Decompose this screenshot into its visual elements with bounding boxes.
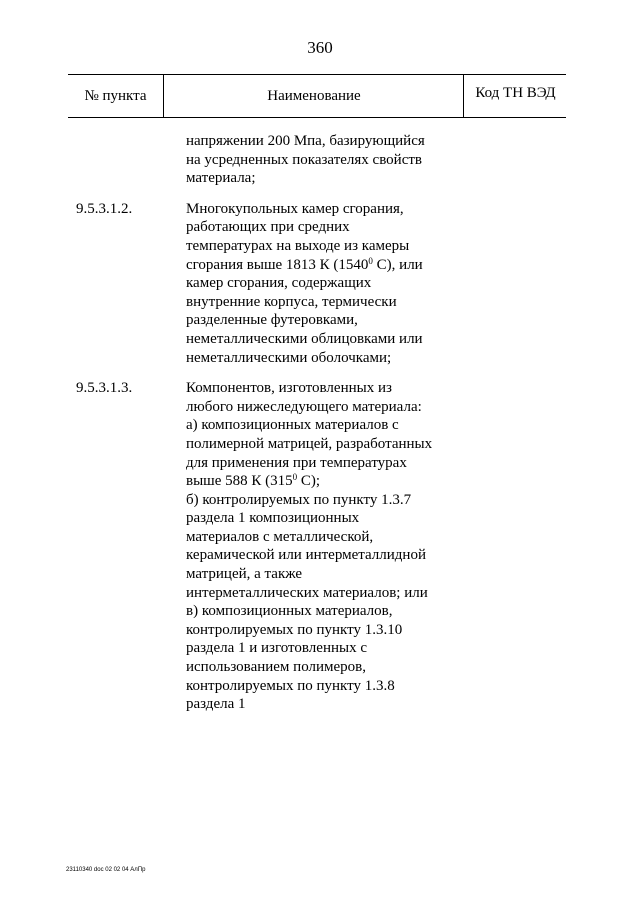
text-line: интерметаллических материалов; или <box>186 584 428 601</box>
text-line: камер сгорания, содержащих <box>186 275 372 292</box>
text-line: любого нижеследующего материала: <box>186 398 422 415</box>
text-line: разделенные футеровками, <box>186 312 358 329</box>
entry-number: 9.5.3.1.2. <box>76 200 133 217</box>
column-header-name: Наименование <box>163 75 464 117</box>
text-line: а) композиционных материалов с <box>186 417 399 434</box>
text-line: в) композиционных материалов, <box>186 603 393 620</box>
text-line: контролируемых по пункту 1.3.8 <box>186 677 395 694</box>
page-number: 360 <box>307 38 333 57</box>
text-line: материала; <box>186 170 256 187</box>
column-header-code: Код ТН ВЭД <box>463 75 567 117</box>
text-line: температурах на выходе из камеры <box>186 237 410 254</box>
text-line: для применения при температурах <box>186 454 407 471</box>
table-body <box>0 132 640 726</box>
text-line: контролируемых по пункту 1.3.10 <box>186 621 403 638</box>
text-fragment: выше 588 К (315 <box>186 473 293 490</box>
column-header-number: № пункта <box>84 88 147 104</box>
degree-superscript: 0 <box>368 255 373 266</box>
text-line: Компонентов, изготовленных из <box>186 380 392 397</box>
text-line: внутренние корпуса, термически <box>186 293 397 310</box>
text-line: раздела 1 <box>186 696 246 713</box>
text-line: неметаллическими оболочками; <box>186 349 392 366</box>
text-line: раздела 1 композиционных <box>186 510 360 527</box>
degree-superscript: 0 <box>292 472 298 483</box>
text-line: неметаллическими облицовками или <box>186 330 423 347</box>
text-line <box>186 256 476 275</box>
text-line: Многокупольных камер сгорания, <box>186 200 404 217</box>
entry-description <box>186 200 476 367</box>
text-line: б) контролируемых по пункту 1.3.7 <box>186 491 412 508</box>
table-row <box>0 200 640 367</box>
text-line: материалов с металлической, <box>186 528 374 545</box>
document-footer-code: 23110340 doc 02 02 04 АлПр <box>66 867 146 873</box>
text-line: полимерной матрицей, разработанных <box>186 435 433 452</box>
table-row <box>0 132 640 188</box>
text-fragment: сгорания выше 1813 К (1540 <box>186 256 369 273</box>
table-row <box>0 379 640 714</box>
text-fragment: С); <box>297 473 321 490</box>
text-line: на усредненных показателях свойств <box>186 151 423 168</box>
entry-description <box>186 132 476 188</box>
text-line: матрицей, а также <box>186 566 303 583</box>
text-line: керамической или интерметаллидной <box>186 547 426 564</box>
text-line: использованием полимеров, <box>186 659 366 676</box>
text-line: раздела 1 и изготовленных с <box>186 640 367 657</box>
entry-number: 9.5.3.1.3. <box>76 380 133 397</box>
table-header <box>68 74 566 118</box>
entry-description <box>186 379 476 714</box>
text-line: работающих при средних <box>186 219 350 236</box>
text-fragment: С), или <box>372 256 423 273</box>
text-line: напряжении 200 Мпа, базирующийся <box>186 133 425 149</box>
text-line <box>186 472 476 491</box>
